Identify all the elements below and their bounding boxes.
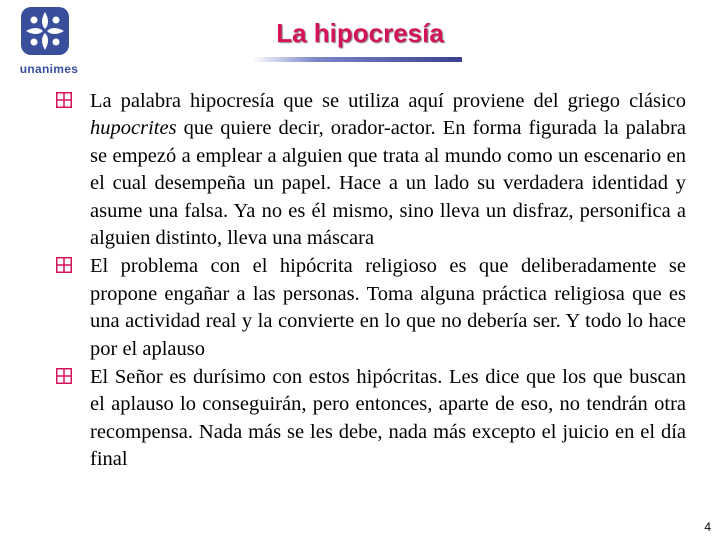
bullet-item: [56, 253, 686, 363]
bullet-icon: [56, 368, 72, 384]
page-number: 4: [704, 520, 711, 534]
unanimes-logo: [8, 6, 84, 76]
bullet-icon: [56, 257, 72, 273]
bullet-list: [56, 88, 686, 475]
logo-text: unanimes: [19, 62, 79, 76]
italic-term: hupocrites: [90, 117, 177, 140]
bullet-text: El Señor es durísimo con estos hipócritas. Les dice que los que buscan el aplauso lo conseguirán, pero entonces, aparte de eso, no tendrán otra recompensa. Nada más se les debe, nada más excepto el juicio en el día final: [90, 366, 686, 471]
bullet-item: [56, 88, 686, 252]
bullet-text: La palabra hipocresía que se utiliza aquí proviene del griego clásico hupocrites que quiere decir, orador-actor. En forma figurada la palabra se empezó a emplear a alguien que trata al mundo como un escenario en el cual desempeña un papel. Hace a un lado su verdadera identidad y asume una falsa. Ya no es él mismo, sino lleva un disfraz, personifica a alguien distinto, lleva una máscara: [90, 90, 686, 250]
slide-title: La hipocresía: [276, 18, 444, 48]
bullet-text: El problema con el hipócrita religioso es que deliberadamente se propone engañar a las personas. Toma alguna práctica religiosa que es una actividad real y la convierte en lo que no debería ser. Y todo lo hace por el aplauso: [90, 255, 686, 360]
unanimes-logo-icon: [20, 6, 70, 56]
bullet-item: [56, 364, 686, 474]
bullet-icon: [56, 92, 72, 108]
title-underline: [252, 57, 462, 62]
